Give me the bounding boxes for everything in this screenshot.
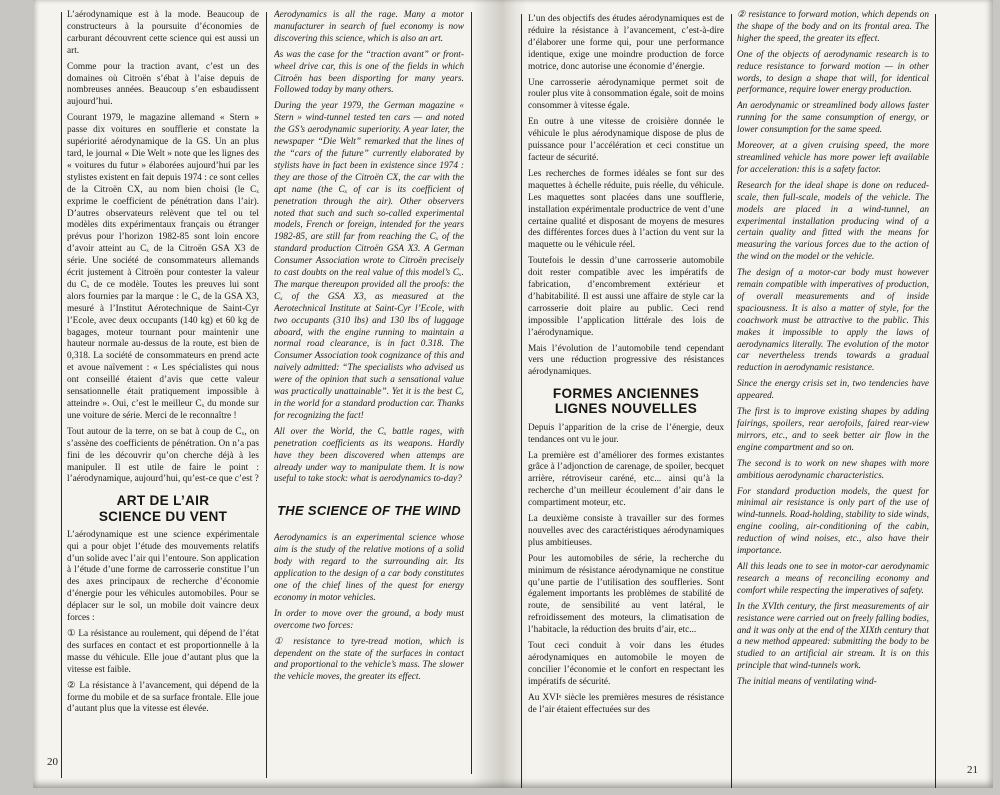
paragraph: Aerodynamics is all the rage. Many a motor manufacturer in search of fuel economy is now discovering this science, which is also an art. [274,10,464,44]
paragraph: La deuxième consiste à travailler sur des formes nouvelles avec des caractéristiques aérodynamiques plus ambitieuses. [528,514,724,548]
paragraph: Moreover, at a given cruising speed, the more streamlined vehicle has more power left available for acceleration: this is a safety factor. [737,141,929,175]
left-page-outer-rule [61,12,62,778]
paragraph: Toutefois le dessin d’une carrosserie automobile doit rester compatible avec les impératifs de fabrication, d’encombrement extérieur et d’habitabilité. Il est aussi une affaire de style car la carrosserie doit plaire au public. Ceci rend impossible l’application littérale des lois de l’aérodynamique. [528,256,724,338]
paragraph: L’aérodynamique est une science expérimentale qui a pour objet l’étude des mouvements relatifs d’un solide avec l’air qui l’entoure. Son application à l’étude d’une forme de carrosserie constitue l’un des axes principaux de recherche d’économie d’énergie pour les véhicules automobiles. Pour se déplacer sur le sol, un mobile doit vaincre deux forces : [67,529,259,624]
paragraph: The design of a motor-car body must however remain compatible with imperatives of production, of overall measurements and of inside spaciousness. It is also a matter of style, for the coachwork must be attractive to the public. This makes it impossible to apply the laws of aerodynamics literally. The evolution of the motor car nevertheless trends towards a gradual reduction in aerodynamic resistance. [737,268,929,374]
section-heading-french [528,386,724,416]
right-page-outer-rule [935,14,936,788]
page-number-right: 21 [967,764,978,776]
paragraph: Une carrosserie aérodynamique permet soit de rouler plus vite à consommation égale, soit de moins consommer à vitesse égale. [528,77,724,112]
paragraph: ① resistance to tyre-tread motion, which is dependent on the state of the surfaces in contact and proportional to the vehicle’s mass. The slower the vehicle moves, the greater its effect. [274,636,464,683]
paragraph: ② La résistance à l’avancement, qui dépend de la forme du mobile et de sa surface frontale. Elle joue d’autant plus que la vitesse est élevée. [67,680,259,715]
right-page-inner-rule [521,14,522,788]
paragraph: For standard production models, the quest for minimal air resistance is only part of the use of wind-tunnels. Road-holding, stability to side winds, engine cooling, air-conditioning of the cabin, reduction of wind noises, etc., also have their importance. [737,486,929,557]
right-page-center-rule [731,14,732,788]
left-page-inner-rule [471,12,472,774]
paragraph: In order to move over the ground, a body must overcome two forces: [274,608,464,631]
paragraph: Les recherches de formes idéales se font sur des maquettes à échelle réduite, puis réelle, du véhicule. Les maquettes sont placées dans une soufflerie, installation expérimentale productrice de vent d’une certaine qualité et disposant de moyens de mesures des différentes forces dues à l’action du vent sur la maquette ou le véhicule réel. [528,168,724,251]
right-page-french-column [528,14,724,786]
paragraph: Tout autour de la terre, on se bat à coup de Cₓ, on s’assène des coefficients de pénétration. On n’a pas fini de les découvrir qu’on cherche déjà à les manipuler. Il est utile de faire le point : l’aérodynamique, aujourd’hui, qu’est-ce que c’est ? [67,426,259,485]
paragraph: En outre à une vitesse de croisière donnée le véhicule le plus aérodynamique dispose de plus de puissance pour l’accélération et ceci constitue un facteur de sécurité. [528,117,724,163]
paragraph: In the XVIth century, the first measurements of air resistance were carried out on freely falling bodies, and it was only at the end of the XIXth century that a new method appeared: submitting the body to be studied to an artificial air stream. It is on this principle that wind-tunnels work. [737,601,929,672]
left-page-english-column [274,10,464,778]
binding-gutter-shadow [472,0,527,788]
section-heading-french [67,493,259,523]
left-page-french-column [67,10,259,778]
magazine-spread [33,0,993,788]
paragraph: L’un des objectifs des études aérodynamiques est de réduire la résistance à l’avancement, c’est-à-dire d’élaborer une forme qui, pour une performance identique, exige une moindre production de force motrice, donc autorise une économie d’énergie. [528,14,724,72]
heading-line: LIGNES NOUVELLES [554,401,698,417]
page-number-left: 20 [47,756,58,768]
section-heading-english: THE SCIENCE OF THE WIND [277,503,461,519]
paragraph: Research for the ideal shape is done on reduced-scale, then full-scale, models of the vehicle. The models are placed in a wind-tunnel, an experimental installation producing wind of a certain quality and fitted with the means for measuring the various forces due to the action of the wind on the model or the vehicle. [737,180,929,263]
paragraph: Pour les automobiles de série, la recherche du minimum de résistance aérodynamique ne constitue qu’une partie de l’utilisation des souffleries. Sont également importants les problèmes de stabilité de route, de sensibilité au vent latéral, le refroidissement des moteurs, la climatisation de l’habitacle, la réduction des bruits d’air, etc... [528,553,724,636]
paragraph: The second is to work on new shapes with more ambitious aerodynamic characteristics. [737,458,929,481]
paragraph: All over the World, the Cₓ battle rages, with penetration coefficients as its weapons. Hardly have they been discovered when attemps are already under way to manipulate them. It is now useful to take stock: what is aerodynamics to-day? [274,426,464,485]
paragraph: Comme pour la traction avant, c’est un des domaines où Citroën s’ébat à l’aise depuis de nombreuses années. Beaucoup s’en esbaudissent aujourd’hui. [67,61,259,108]
paragraph: During the year 1979, the German magazine « Stern » wind-tunnel tested ten cars — and noted the GS’s aerodynamic superiority. A year later, the newspaper “Die Welt” remarked that the lines of the “cars of the future” currently elaborated by stylists have in fact been in existence since 1974 : they are those of the Citroën CX, the car with the apt name (the Cₓ of car is its coefficient of penetration through the air). Other observers noted that such and such so-called experimental models, French or foreign, intended for the years 1982-85, are still far from reaching the Cₓ of the standard production Citroën GSA X3. A German Consumer Association wrote to Citroën precisely to cast doubts on the real value of this model’s Cₓ. The marque thereupon provided all the proofs: the Cₓ of the GSA X3, as measured at the Aerotechnical Institute at Saint-Cyr l’Ecole, with two occupants (310 lbs) and 130 lbs of luggage aboard, with the engine running to maintain a normal road clearance, is in fact 0.318. The Consumer Association took cognizance of this and naively admitted: “The specialists who advised us were of the opinion that such a sensational value was practically unattainable”. Yet it is the best Cₓ in the world for a standard production car. Thanks for recognizing the fact! [274,101,464,421]
paragraph: Tout ceci conduit à voir dans les études aérodynamiques en automobile le moyen de concilier l’économie et le confort en respectant les impératifs de sécurité. [528,641,724,687]
paragraph: One of the objects of aerodynamic research is to reduce resistance to forward motion — in other words, to design a shape that will, for identical performance, require lower energy production. [737,49,929,96]
paragraph: Since the energy crisis set in, two tendencies have appeared. [737,379,929,402]
paragraph: An aerodynamic or streamlined body allows faster running for the same consumption of energy, or lower consumption for the same speed. [737,101,929,136]
paragraph: The initial means of ventilating wind- [737,677,877,688]
heading-line: SCIENCE DU VENT [98,508,228,524]
paragraph: ② resistance to forward motion, which depends on the shape of the body and on its frontal area. The higher the speed, the greater its effect. [737,10,929,44]
paragraph: The first is to improve existing shapes by adding fairings, spoilers, rear aerofoils, faired rear-view mirrors, etc., and to seek better air flow in the engine compartment and so on. [737,407,929,453]
paragraph: Mais l’évolution de l’automobile tend cependant vers une réduction progressive des résistances aérodynamiques. [528,343,724,378]
paragraph: As was the case for the “traction avant” or front-wheel drive car, this is one of the fields in which Citroën has been disporting for many years. Followed today by many others. [274,49,464,96]
paragraph: La première est d’améliorer des formes existantes grâce à l’adjonction de carenage, de spoiler, becquet arrière, rétroviseur caréné, etc... ainsi qu’à la recherche d’un meilleur écoulement d’air dans le compartiment moteur, etc. [528,450,724,509]
paragraph: Courant 1979, le magazine allemand « Stern » passe dix voitures en soufflerie et constate la supériorité aérodynamique de la GS. Un an plus tard, le journal « Die Welt » note que les lignes des « voitures du futur » élaborées aujourd’hui par les stylistes existent en fait depuis 1974 : ce sont celles de la Citroën CX, au nom bien choisi (le Cₓ exprime le coefficient de pénétration dans l’air). D’autres observateurs relèvent que tel ou tel modèles dits expérimentaux français ou étranger prévus pour l’horizon 1982-85 sont loin encore d’avoir atteint au Cₓ de la Citroën GSA X3 de série. Une société de consommateurs allemands écrit justement à Citroën pour contester la valeur du Cₓ de ce modèle. Toutes les preuves lui sont alors fournies par la marque : le Cₓ de la GSA X3, mesuré à l’Institut Aérotechnique de Saint-Cyr l’Ecole, avec deux occupants (140 kg) et 60 kg de bagages, moteur tournant pour maintenir une hauteur normale au-dessus de la route, est bien de 0,318. La société de consommateurs en prend acte et avoue naïvement : « Les spécialistes qui nous ont conseillé étaient d’avis que cette valeur sensationnelle était pratiquement impossible à atteindre ». Oui, c’est le meilleur Cₓ du monde sur une voiture de série. Merci de le reconnaître ! [67,113,259,421]
heading-line: FORMES ANCIENNES [552,386,700,402]
paragraph: All this leads one to see in motor-car aerodynamic research a means of reconciling economy and comfort while respecting the imperatives of safety. [737,561,929,596]
paragraph: Aerodynamics is an experimental science whose aim is the study of the relative motions of a solid body with regard to the surrounding air. Its application to the design of a car body constitutes one of the chief lines of the quest for energy economy in motor vehicles. [274,533,464,603]
paragraph: Au XVIᵉ siècle les premières mesures de résistance de l’air étaient effectuées sur des [528,692,724,715]
right-page-english-column [737,10,929,778]
paragraph: ① La résistance au roulement, qui dépend de l’état des surfaces en contact et est proportionnelle à la masse du véhicule. Elle joue d’autant plus que la vitesse est faible. [67,629,259,675]
heading-line: ART DE L’AIR [116,493,210,509]
left-page-center-rule [266,12,267,778]
paragraph: L’aérodynamique est à la mode. Beaucoup de constructeurs à la poursuite d’économies de carburant découvrent cette science qui est aussi un art. [67,10,259,56]
paragraph: Depuis l’apparition de la crise de l’énergie, deux tendances ont vu le jour. [528,422,724,445]
